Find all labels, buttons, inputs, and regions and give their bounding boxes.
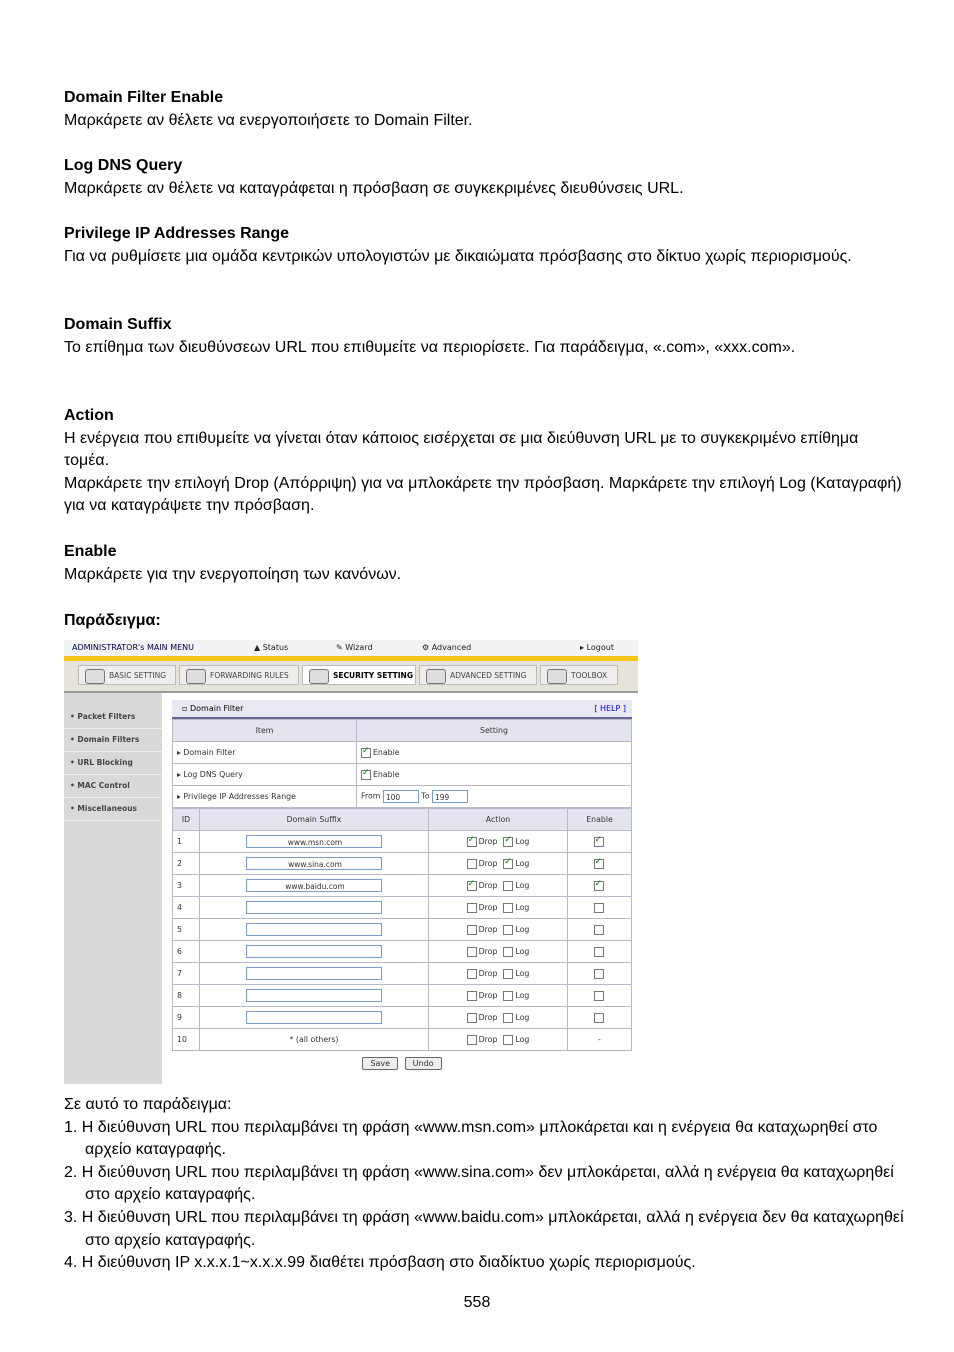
- suffix-cell: [200, 963, 429, 985]
- col-item: Item: [173, 720, 357, 742]
- example-list: [64, 1094, 904, 1275]
- rule-id: 9: [173, 1007, 200, 1029]
- tab-toolbox[interactable]: [540, 665, 618, 685]
- drop-label: Drop: [478, 902, 498, 912]
- tab-label: TOOLBOX: [571, 671, 608, 680]
- domain-suffix-input[interactable]: www.msn.com: [246, 835, 382, 848]
- section-text: Μαρκάρετε αν θέλετε να καταγράφεται η πρόσβαση σε συγκεκριμένες διευθύνσεις URL.: [64, 179, 684, 197]
- log-checkbox[interactable]: [503, 1035, 513, 1045]
- suffix-cell: [200, 875, 429, 897]
- domain-suffix-input[interactable]: [246, 923, 382, 936]
- log-checkbox[interactable]: [503, 859, 513, 869]
- tab-label: SECURITY SETTING: [333, 671, 413, 680]
- rule-id: 4: [173, 897, 200, 919]
- drop-checkbox[interactable]: [467, 1035, 477, 1045]
- section-domain-filter-enable: [64, 87, 473, 132]
- tab-bar: [64, 661, 638, 693]
- panel-icon: ▫: [182, 704, 188, 713]
- suffix-cell: [200, 853, 429, 875]
- tab-basic-setting[interactable]: [78, 665, 176, 685]
- panel-header: [172, 700, 632, 719]
- suffix-all-others: * (all others): [200, 1029, 429, 1051]
- table-row-last: [173, 1029, 632, 1051]
- drop-label: Drop: [478, 836, 498, 846]
- forwarding-icon: [186, 669, 206, 684]
- drop-label: Drop: [478, 968, 498, 978]
- list-item: 4. Η διεύθυνση IP x.x.x.1~x.x.x.99 διαθέτει πρόσβαση στο διαδίκτυο χωρίς περιορισμούς.: [64, 1254, 696, 1272]
- tab-advanced-setting[interactable]: [419, 665, 537, 685]
- log-label: Log: [515, 924, 530, 934]
- table-row: [173, 963, 632, 985]
- suffix-cell: [200, 1007, 429, 1029]
- section-text: Το επίθημα των διευθύνσεων URL που επιθυμείτε να περιορίσετε. Για παράδειγμα, «.com», «xxx.com».: [64, 338, 796, 356]
- enable-checkbox[interactable]: [594, 925, 604, 935]
- log-label: Log: [515, 880, 530, 890]
- basic-setting-icon: [85, 669, 105, 684]
- log-checkbox[interactable]: [503, 947, 513, 957]
- drop-label: Drop: [478, 858, 498, 868]
- sidebar-item-mac-control[interactable]: • MAC Control: [64, 775, 162, 798]
- action-cell: [429, 897, 568, 919]
- table-row: [173, 1007, 632, 1029]
- enable-cell: [568, 897, 632, 919]
- action-cell: [429, 985, 568, 1007]
- rules-table: [172, 808, 632, 1051]
- sidebar-label: Packet Filters: [77, 712, 136, 721]
- sidebar-item-domain-filters[interactable]: • Domain Filters: [64, 729, 162, 752]
- section-text-2: Μαρκάρετε την επιλογή Drop (Απόρριψη) για να μπλοκάρετε την πρόσβαση. Μαρκάρετε την επιλογή Log (Καταγραφή) για να καταγράψετε την πρόσβαση.: [64, 474, 902, 515]
- settings-table: [172, 719, 632, 808]
- drop-checkbox[interactable]: [467, 859, 477, 869]
- log-label: Log: [515, 990, 530, 1000]
- section-text: Μαρκάρετε για την ενεργοποίηση των κανόνων.: [64, 565, 402, 583]
- button-row: [172, 1051, 632, 1070]
- section-log-dns-query: [64, 155, 684, 200]
- example-title: Παράδειγμα:: [64, 612, 161, 629]
- setting-cell: [357, 764, 632, 786]
- enable-cell: [568, 963, 632, 985]
- rule-id: 6: [173, 941, 200, 963]
- section-action: [64, 405, 904, 518]
- enable-cell: [568, 985, 632, 1007]
- section-text: Η ενέργεια που επιθυμείτε να γίνεται όταν κάποιος εισέρχεται σε μια διεύθυνση URL με το συγκεκριμένο επίθημα τομέα.: [64, 429, 859, 470]
- setting-cell: [357, 786, 632, 808]
- section-title: Domain Filter Enable: [64, 89, 224, 106]
- rule-id: 7: [173, 963, 200, 985]
- rule-id: 1: [173, 831, 200, 853]
- status-label: Status: [262, 643, 289, 652]
- drop-checkbox[interactable]: [467, 903, 477, 913]
- log-checkbox[interactable]: [503, 837, 513, 847]
- wizard-link[interactable]: ✎ Wizard: [336, 643, 373, 652]
- suffix-cell: [200, 985, 429, 1007]
- table-row: [173, 875, 632, 897]
- row-domain-filter: [173, 742, 632, 764]
- action-cell: [429, 963, 568, 985]
- item-label: ▸ Log DNS Query: [173, 764, 357, 786]
- section-domain-suffix: [64, 314, 824, 359]
- enable-cell: [568, 875, 632, 897]
- wizard-label: Wizard: [345, 643, 373, 652]
- action-cell: [429, 853, 568, 875]
- log-checkbox[interactable]: [503, 903, 513, 913]
- drop-checkbox[interactable]: [467, 837, 477, 847]
- section-title: Enable: [64, 543, 117, 560]
- drop-checkbox[interactable]: [467, 991, 477, 1001]
- log-label: Log: [515, 836, 530, 846]
- drop-label: Drop: [478, 880, 498, 890]
- save-button[interactable]: Save: [362, 1057, 398, 1070]
- drop-checkbox[interactable]: [467, 1013, 477, 1023]
- list-item: 1. Η διεύθυνση URL που περιλαμβάνει τη φράση «www.msn.com» μπλοκάρεται και η ενέργεια θα καταχωρηθεί στο αρχείο καταγραφής.: [64, 1118, 878, 1159]
- setting-cell: [357, 742, 632, 764]
- enable-checkbox[interactable]: [594, 969, 604, 979]
- list-item: 3. Η διεύθυνση URL που περιλαμβάνει τη φράση «www.baidu.com» μπλοκάρεται, αλλά η ενέργεια δεν θα καταχωρηθεί στο αρχείο καταγραφής.: [64, 1208, 904, 1249]
- action-cell: [429, 919, 568, 941]
- table-row: [173, 831, 632, 853]
- enable-checkbox[interactable]: [594, 947, 604, 957]
- list-item: 2. Η διεύθυνση URL που περιλαμβάνει τη φράση «www.sina.com» δεν μπλοκάρεται, αλλά η ενέργεια θα καταχωρηθεί στο αρχείο καταγραφής.: [64, 1163, 894, 1204]
- item-text: Domain Filter: [183, 748, 236, 757]
- section-text: Για να ρυθμίσετε μια ομάδα κεντρικών υπολογιστών με δικαιώματα πρόσβασης στο δίκτυο χωρίς περιορισμούς.: [64, 247, 852, 265]
- enable-checkbox[interactable]: [594, 881, 604, 891]
- item-text: Log DNS Query: [183, 770, 243, 779]
- table-row: [173, 897, 632, 919]
- item-text: Privilege IP Addresses Range: [183, 792, 296, 801]
- tab-label: FORWARDING RULES: [210, 671, 289, 680]
- router-screenshot: [64, 640, 638, 1084]
- log-label: Log: [515, 946, 530, 956]
- help-link[interactable]: [ HELP ]: [594, 704, 626, 713]
- tab-forwarding-rules[interactable]: [179, 665, 299, 685]
- log-checkbox[interactable]: [503, 925, 513, 935]
- drop-label: Drop: [478, 1012, 498, 1022]
- col-setting: Setting: [357, 720, 632, 742]
- log-label: Log: [515, 968, 530, 978]
- page-number: 558: [463, 1294, 491, 1311]
- col-action: Action: [429, 809, 568, 831]
- tab-label: BASIC SETTING: [109, 671, 167, 680]
- section-text: Μαρκάρετε αν θέλετε να ενεργοποιήσετε το Domain Filter.: [64, 111, 473, 129]
- log-label: Log: [515, 1012, 530, 1022]
- drop-label: Drop: [478, 946, 498, 956]
- log-dns-checkbox[interactable]: [361, 770, 371, 780]
- section-title: Action: [64, 407, 114, 424]
- from-input[interactable]: 100: [383, 790, 419, 803]
- enable-checkbox[interactable]: [594, 1013, 604, 1023]
- sidebar-item-miscellaneous[interactable]: • Miscellaneous: [64, 798, 162, 821]
- enable-text: Enable: [373, 769, 400, 779]
- example-intro: Σε αυτό το παράδειγμα:: [64, 1096, 232, 1113]
- action-cell: [429, 1029, 568, 1051]
- logout-link[interactable]: ▸ Logout: [580, 643, 614, 652]
- item-label: ▸ Domain Filter: [173, 742, 357, 764]
- domain-suffix-input[interactable]: www.baidu.com: [246, 879, 382, 892]
- section-enable: [64, 541, 401, 586]
- drop-checkbox[interactable]: [467, 881, 477, 891]
- section-privilege-ip: [64, 223, 904, 268]
- sidebar-item-packet-filters[interactable]: • Packet Filters: [64, 706, 162, 729]
- drop-checkbox[interactable]: [467, 947, 477, 957]
- col-id: ID: [173, 809, 200, 831]
- action-cell: [429, 1007, 568, 1029]
- status-link[interactable]: ▲ Status: [254, 643, 289, 652]
- enable-cell: [568, 831, 632, 853]
- log-label: Log: [515, 858, 530, 868]
- rule-id: 3: [173, 875, 200, 897]
- rule-id: 5: [173, 919, 200, 941]
- table-row: [173, 941, 632, 963]
- drop-label: Drop: [478, 990, 498, 1000]
- suffix-cell: [200, 941, 429, 963]
- col-enable: Enable: [568, 809, 632, 831]
- domain-filter-panel: [172, 700, 632, 1070]
- drop-label: Drop: [478, 1034, 498, 1044]
- rule-id: 8: [173, 985, 200, 1007]
- table-row: [173, 919, 632, 941]
- log-label: Log: [515, 902, 530, 912]
- log-checkbox[interactable]: [503, 969, 513, 979]
- advanced-setting-icon: [426, 669, 446, 684]
- tab-security-setting[interactable]: [302, 665, 416, 685]
- domain-suffix-input[interactable]: [246, 1011, 382, 1024]
- action-cell: [429, 941, 568, 963]
- row-privilege-ip: [173, 786, 632, 808]
- from-label: From: [361, 791, 381, 801]
- enable-checkbox[interactable]: [594, 837, 604, 847]
- security-icon: [309, 669, 329, 684]
- log-label: Log: [515, 1034, 530, 1044]
- action-cell: [429, 875, 568, 897]
- drop-checkbox[interactable]: [467, 925, 477, 935]
- suffix-cell: [200, 919, 429, 941]
- table-row: [173, 985, 632, 1007]
- section-title: Privilege IP Addresses Range: [64, 225, 289, 242]
- enable-cell: [568, 919, 632, 941]
- drop-label: Drop: [478, 924, 498, 934]
- sidebar-label: MAC Control: [77, 781, 130, 790]
- suffix-cell: [200, 897, 429, 919]
- rule-id: 2: [173, 853, 200, 875]
- domain-suffix-input[interactable]: www.sina.com: [246, 857, 382, 870]
- log-checkbox[interactable]: [503, 991, 513, 1001]
- section-title: Domain Suffix: [64, 316, 172, 333]
- tab-label: ADVANCED SETTING: [450, 671, 527, 680]
- top-menu-bar: [64, 640, 638, 657]
- log-checkbox[interactable]: [503, 1013, 513, 1023]
- domain-suffix-input[interactable]: [246, 945, 382, 958]
- section-title: Log DNS Query: [64, 157, 183, 174]
- domain-suffix-input[interactable]: [246, 989, 382, 1002]
- to-label: To: [421, 791, 430, 801]
- advanced-label: Advanced: [431, 643, 472, 652]
- sidebar-label: Domain Filters: [77, 735, 140, 744]
- to-input[interactable]: 199: [432, 790, 468, 803]
- enable-cell: [568, 1007, 632, 1029]
- enable-text: Enable: [373, 747, 400, 757]
- drop-checkbox[interactable]: [467, 969, 477, 979]
- enable-checkbox[interactable]: [594, 991, 604, 1001]
- main-menu-link[interactable]: ADMINISTRATOR's MAIN MENU: [72, 643, 194, 652]
- domain-suffix-input[interactable]: [246, 901, 382, 914]
- enable-cell: [568, 853, 632, 875]
- suffix-cell: [200, 831, 429, 853]
- rule-id: 10: [173, 1029, 200, 1051]
- col-suffix: Domain Suffix: [200, 809, 429, 831]
- enable-cell: [568, 941, 632, 963]
- sidebar-item-url-blocking[interactable]: • URL Blocking: [64, 752, 162, 775]
- domain-suffix-input[interactable]: [246, 967, 382, 980]
- row-log-dns: [173, 764, 632, 786]
- panel-title: Domain Filter: [189, 704, 244, 713]
- log-checkbox[interactable]: [503, 881, 513, 891]
- logout-label: Logout: [586, 643, 614, 652]
- sidebar-label: URL Blocking: [77, 758, 133, 767]
- enable-checkbox[interactable]: [594, 859, 604, 869]
- sidebar-label: Miscellaneous: [77, 804, 138, 813]
- advanced-link[interactable]: ⚙ Advanced: [422, 643, 472, 652]
- toolbox-icon: [547, 669, 567, 684]
- enable-checkbox[interactable]: [594, 903, 604, 913]
- undo-button[interactable]: Undo: [405, 1057, 442, 1070]
- item-label: ▸ Privilege IP Addresses Range: [173, 786, 357, 808]
- table-row: [173, 853, 632, 875]
- action-cell: [429, 831, 568, 853]
- sidebar: [64, 693, 162, 1084]
- domain-filter-checkbox[interactable]: [361, 748, 371, 758]
- enable-cell: -: [568, 1029, 632, 1051]
